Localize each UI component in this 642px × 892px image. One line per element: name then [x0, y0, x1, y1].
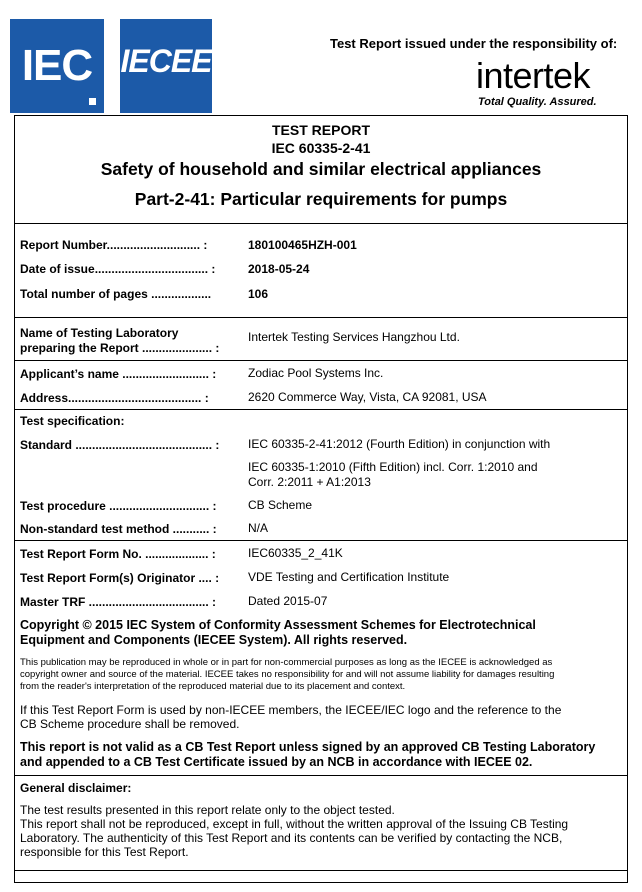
trf-originator-label: Test Report Form(s) Originator .... : [20, 571, 220, 585]
non-iecee-notice: If this Test Report Form is used by non-IECEE members, the IECEE/IEC logo and the reference to the CB Scheme procedure shall be removed. [20, 703, 562, 731]
address-label: Address........................................ : [20, 391, 209, 405]
test-procedure-value: CB Scheme [248, 498, 313, 512]
safety-title: Safety of household and similar electrical appliances [100, 159, 542, 179]
divider [14, 775, 628, 776]
test-procedure-label: Test procedure .............................. : [20, 499, 217, 513]
standard-value-2: IEC 60335-1:2010 (Fifth Edition) incl. Corr. 1:2010 and Corr. 2:2011 + A1:2013 [248, 460, 538, 489]
non-standard-method-value: N/A [248, 521, 269, 535]
trf-number-value: IEC60335_2_41K [248, 546, 343, 560]
divider [14, 223, 628, 224]
validity-notice: This report is not valid as a CB Test Report unless signed by an approved CB Testing Laboratory and appended to a CB Test Certificate issued by an NCB in accordance with IECEE 02. [20, 740, 596, 769]
part-title: Part-2-41: Particular requirements for pumps [134, 189, 508, 209]
disclaimer-heading: General disclaimer: [20, 781, 132, 795]
master-trf-value: Dated 2015-07 [248, 594, 328, 608]
applicant-name-label: Applicant’s name .......................... : [20, 367, 217, 381]
testing-lab-label: Name of Testing Laboratory preparing the Report ..................... : [20, 326, 220, 355]
divider [14, 540, 628, 541]
divider [14, 870, 628, 871]
divider [14, 317, 628, 318]
test-spec-heading: Test specification: [20, 414, 125, 428]
responsibility-text: Test Report issued under the responsibility of: [330, 36, 618, 51]
iecee-logo-text: IECEE [120, 43, 212, 79]
address-value: 2620 Commerce Way, Vista, CA 92081, USA [248, 390, 487, 404]
iecee-logo [120, 19, 212, 113]
report-title: TEST REPORT [271, 122, 370, 138]
date-of-issue-value: 2018-05-24 [248, 262, 310, 276]
standard-label: Standard ......................................... : [20, 438, 220, 452]
iec-logo-text: IEC [21, 41, 93, 90]
iec-logo-square [89, 98, 96, 105]
applicant-name-value: Zodiac Pool Systems Inc. [248, 366, 384, 380]
divider [14, 409, 628, 410]
report-number-value: 180100465HZH-001 [248, 238, 357, 252]
iec-logo [10, 19, 104, 113]
standard-title: IEC 60335-2-41 [271, 140, 371, 156]
date-of-issue-label: Date of issue.................................. : [20, 262, 216, 276]
divider [14, 360, 628, 361]
master-trf-label: Master TRF .................................... : [20, 595, 217, 609]
trf-originator-value: VDE Testing and Certification Institute [248, 570, 450, 584]
disclaimer-text: The test results presented in this report relate only to the object tested. This report shall not be reproduced, except in full, without the written approval of the Issuing CB Testing Laboratory. The authenticity of this Test Report and its contents can be verified by contacting the NCB, responsible for this Test Report. [20, 803, 569, 859]
report-number-label: Report Number............................ : [20, 238, 208, 252]
standard-value-1: IEC 60335-2-41:2012 (Fourth Edition) in conjunction with [248, 437, 551, 451]
publication-notice: This publication may be reproduced in whole or in part for non-commercial purposes as long as the IECEE is acknowledged as copyright owner and source of the material. IECEE takes no responsibility for and will not assume liability for damages resulting from the reader's interpretation of the reproduced material due to its placement and context. [20, 657, 555, 692]
total-pages-label: Total number of pages .................. [20, 287, 212, 301]
testing-lab-value: Intertek Testing Services Hangzhou Ltd. [248, 330, 460, 344]
copyright-text: Copyright © 2015 IEC System of Conformity Assessment Schemes for Electrotechnical Equipment and Components (IECEE System). All rights reserved. [20, 618, 536, 647]
total-pages-value: 106 [248, 287, 269, 301]
trf-number-label: Test Report Form No. ................... : [20, 547, 216, 561]
intertek-tagline: Total Quality. Assured. [478, 96, 597, 108]
intertek-logo: intertek [476, 55, 591, 96]
non-standard-method-label: Non-standard test method ........... : [20, 522, 217, 536]
